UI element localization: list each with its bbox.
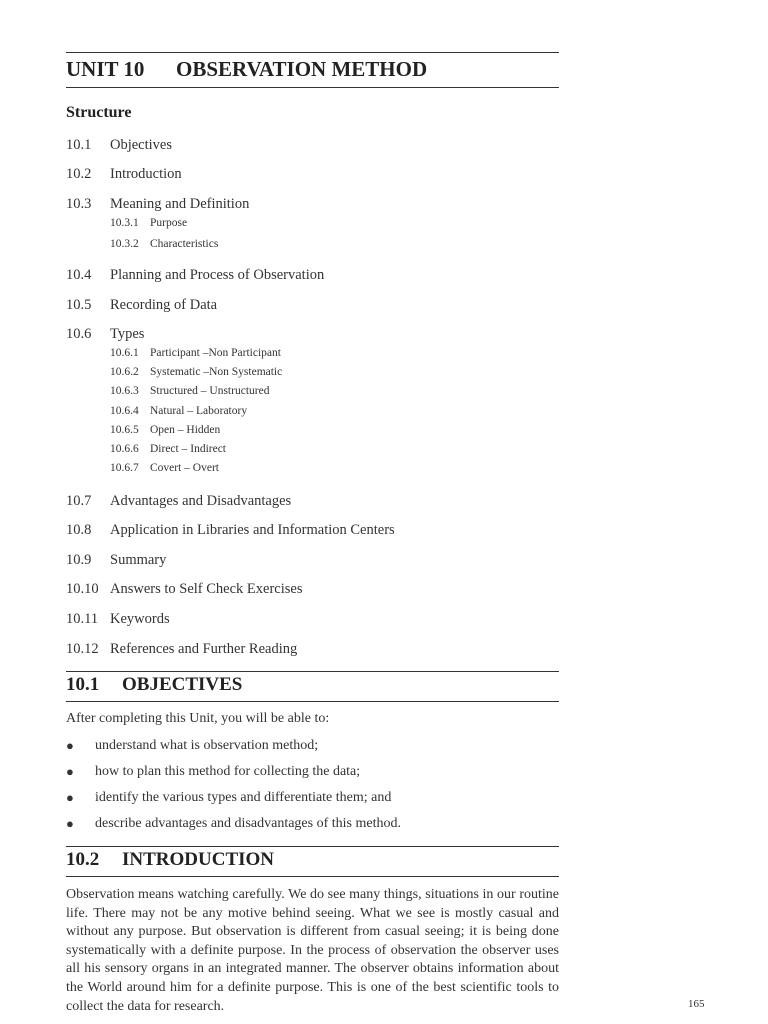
introduction-paragraph	[66, 886, 559, 1016]
toc-entry-title: References and Further Reading	[110, 641, 298, 657]
toc-entry-number: 10.3	[66, 196, 92, 212]
bullet-dot-icon: ●	[66, 790, 74, 805]
toc-entry-number: 10.4	[66, 267, 92, 283]
bullet-dot-icon: ●	[66, 816, 74, 831]
toc-subentry-number: 10.6.3	[110, 385, 139, 398]
toc-entry-number: 10.11	[66, 611, 99, 627]
introduction-line: the World around him for a definite purpose. This is one of the best scientific tools to	[66, 979, 559, 995]
introduction-number: 10.2	[66, 849, 100, 870]
introduction-title: INTRODUCTION	[122, 849, 275, 870]
toc-entry-title: Introduction	[110, 166, 182, 182]
toc-entry-title: Application in Libraries and Information Centers	[110, 522, 395, 538]
toc-entry-title: Planning and Process of Observation	[110, 267, 325, 283]
toc-entry-number: 10.8	[66, 522, 92, 538]
bullet-dot-icon: ●	[66, 764, 74, 779]
objectives-number: 10.1	[66, 674, 100, 695]
toc-entry-title: Recording of Data	[110, 297, 218, 313]
introduction-line: life. There may not be any motive behind seeing. What we see is mostly casual and	[66, 905, 559, 921]
toc-subentry-title: Open – Hidden	[150, 423, 221, 436]
toc-subentry-title: Characteristics	[150, 238, 219, 250]
toc-entry-title: Meaning and Definition	[110, 196, 250, 212]
toc-entry-number: 10.5	[66, 297, 92, 313]
toc-entry-title: Objectives	[110, 137, 173, 153]
toc-subentry-number: 10.6.1	[110, 347, 139, 359]
introduction-heading	[66, 849, 274, 871]
toc-entry-number: 10.9	[66, 552, 92, 568]
toc-subentry-number: 10.6.5	[110, 423, 139, 436]
toc-subentry-title: Participant –Non Participant	[150, 347, 281, 359]
objective-text: understand what is observation method;	[95, 738, 319, 753]
header-bottom-rule	[66, 87, 559, 88]
toc-entry-number: 10.6	[66, 326, 92, 342]
toc-subentry-title: Systematic –Non Systematic	[150, 366, 283, 379]
toc-entry-number: 10.1	[66, 137, 92, 153]
header-top-rule	[66, 52, 559, 53]
toc-entry-number: 10.10	[66, 581, 99, 597]
objective-text: describe advantages and disadvantages of this method.	[95, 816, 401, 831]
objectives-bottom-rule	[66, 701, 559, 702]
objectives-title: OBJECTIVES	[122, 674, 243, 695]
toc-entry-title: Summary	[110, 552, 167, 568]
unit-number: UNIT 10	[66, 57, 145, 81]
toc-subentry-number: 10.6.7	[110, 462, 139, 475]
objectives-lead: After completing this Unit, you will be able to:	[66, 711, 330, 726]
toc-entry-title: Advantages and Disadvantages	[110, 493, 292, 509]
toc-entry-number: 10.2	[66, 166, 92, 182]
unit-title	[66, 57, 427, 82]
toc-subentry-title: Structured – Unstructured	[150, 385, 270, 398]
introduction-line: all his sensory organs in an integrated manner. The observer obtains information about	[66, 961, 559, 977]
toc-subentry-number: 10.6.2	[110, 366, 139, 379]
introduction-bottom-rule	[66, 876, 559, 877]
toc-subentry-title: Covert – Overt	[150, 462, 219, 475]
toc-entry-number: 10.7	[66, 493, 92, 509]
introduction-line: without any purpose. But observation is different from casual seeing; it is being done	[66, 924, 559, 940]
introduction-line: systematically with a definite purpose. In the process of observation the observer uses	[66, 942, 559, 958]
toc-subentry-number: 10.3.2	[110, 238, 139, 250]
introduction-top-rule	[66, 846, 559, 847]
toc-subentry-title: Direct – Indirect	[150, 443, 226, 455]
objectives-heading	[66, 674, 242, 696]
toc-entry-title: Answers to Self Check Exercises	[110, 581, 303, 597]
bullet-dot-icon: ●	[66, 738, 74, 753]
toc-subentry-number: 10.6.6	[110, 443, 139, 455]
toc-subentry-title: Purpose	[150, 217, 188, 229]
introduction-line: Observation means watching carefully. We do see many things, situations in our routine	[66, 887, 559, 902]
toc-subentry-number: 10.6.4	[110, 404, 139, 417]
structure-label: Structure	[66, 104, 132, 121]
toc-entry-title: Types	[110, 326, 145, 342]
objective-text: how to plan this method for collecting the data;	[95, 764, 361, 779]
toc-subentry-title: Natural – Laboratory	[150, 404, 248, 417]
unit-heading: OBSERVATION METHOD	[176, 57, 428, 81]
objective-text: identify the various types and differentiate them; and	[95, 790, 392, 805]
toc-subentry-number: 10.3.1	[110, 217, 139, 229]
toc-entry-number: 10.12	[66, 641, 99, 657]
page-number: 165	[688, 998, 705, 1010]
toc-entry-title: Keywords	[110, 611, 170, 627]
introduction-line: collect the data for research.	[66, 998, 225, 1014]
objectives-top-rule	[66, 671, 559, 672]
